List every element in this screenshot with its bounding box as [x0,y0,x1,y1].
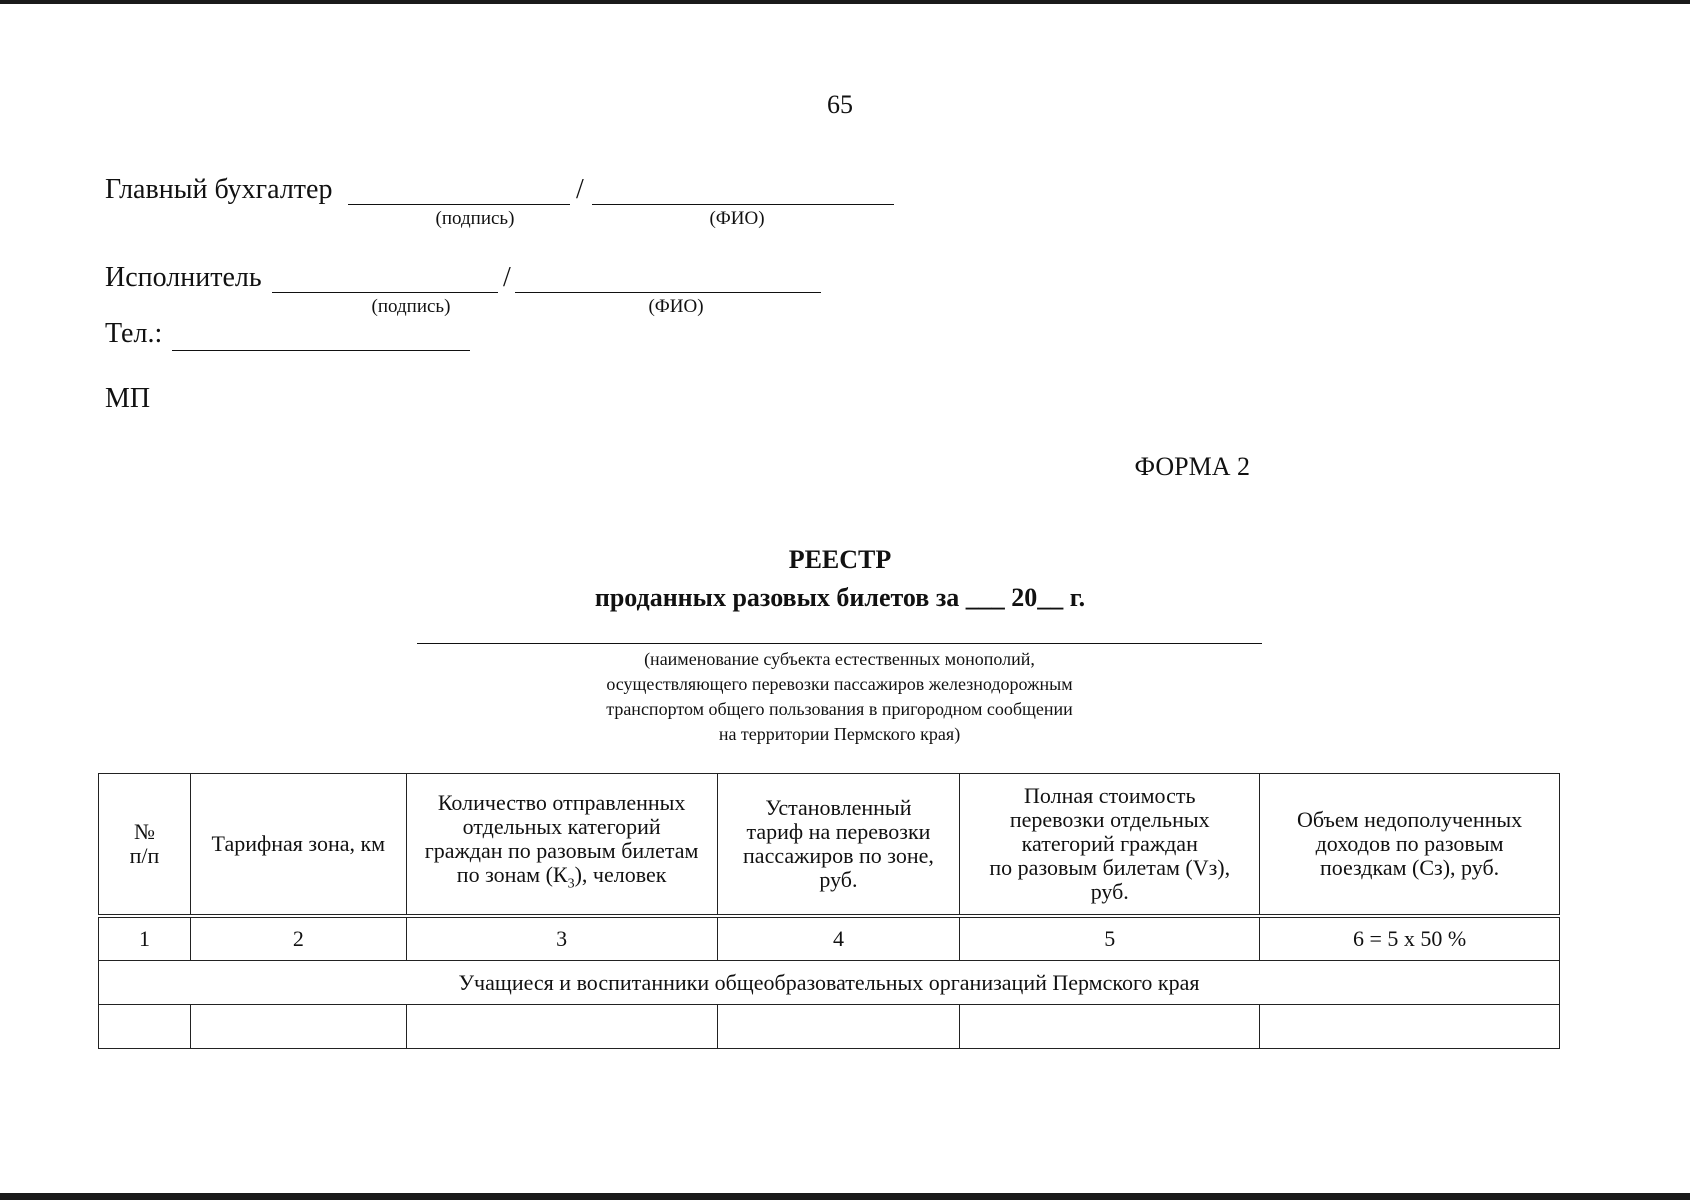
entity-caption [417,647,1262,747]
header-tariff-zone [190,774,406,917]
header-line: Тарифная зона, км [211,831,386,856]
column-number-row [99,916,1560,961]
header-line: по разовым билетам (Vз), [989,855,1231,880]
table-cell[interactable] [960,1005,1260,1049]
chief-accountant-label: Главный бухгалтер [105,174,333,205]
header-full-cost [960,774,1260,917]
category-row [99,961,1560,1005]
header-line: Установленный [765,795,912,820]
header-line: Количество отправленных [437,790,686,816]
table-cell[interactable] [99,1005,191,1049]
header-line: № [133,819,155,844]
header-line: граждан по разовым билетам [424,838,699,864]
table-row [99,1005,1560,1049]
header-subscript: 3 [567,876,575,892]
phone-label: Тел.: [105,318,163,349]
column-number-cell: 4 [717,916,960,961]
category-cell: Учащиеся и воспитанники общеобразовательных организаций Пермского края [99,961,1560,1005]
phone-line [172,350,470,351]
registry-table [98,773,1560,1049]
header-line [411,863,713,896]
header-line: перевозки отдельных [1009,807,1210,832]
column-number-cell: 6 = 5 х 50 % [1260,916,1560,961]
header-line: тариф на перевозки [746,819,931,844]
header-passenger-count [406,774,717,917]
header-line: п/п [129,843,160,868]
column-number-cell: 1 [99,916,191,961]
executor-name-caption: (ФИО) [648,296,704,317]
table-cell[interactable] [190,1005,406,1049]
stamp-label: МП [105,383,151,414]
column-number-cell: 3 [406,916,717,961]
header-line: пассажиров по зоне, [743,843,934,868]
chief-accountant-name-line [592,204,894,205]
page-top-border [0,0,1690,4]
header-line: руб. [819,867,858,892]
column-number-cell: 2 [190,916,406,961]
form-label: ФОРМА 2 [1134,452,1250,481]
header-line: Полная стоимость [1024,783,1196,808]
header-line: поездкам (Сз), руб. [1319,855,1500,880]
header-line: доходов по разовым [1315,831,1504,856]
executor-sign-caption: (подпись) [371,296,451,317]
registry-title: РЕЕСТР [788,545,892,574]
header-text: ), человек [574,862,667,888]
table-cell[interactable] [1260,1005,1560,1049]
header-row [99,774,1560,917]
header-row-number [99,774,191,917]
header-tariff [717,774,960,917]
entity-caption-line: на территории Пермского края) [718,724,961,744]
header-text: по зонам (К [456,862,568,888]
chief-accountant-slash: / [576,174,584,205]
header-line: руб. [1090,879,1129,904]
entity-caption-line: осуществляющего перевозки пассажиров железнодорожным [606,674,1073,694]
entity-name-line [417,643,1262,644]
header-line: Объем недополученных [1296,807,1523,832]
executor-sign-line [272,292,498,293]
entity-caption-line: транспортом общего пользования в пригородном сообщении [606,699,1073,719]
header-line: категорий граждан [1021,831,1198,856]
chief-accountant-sign-caption: (подпись) [435,208,515,229]
chief-accountant-sign-line [348,204,570,205]
chief-accountant-name-caption: (ФИО) [709,208,765,229]
table-cell[interactable] [717,1005,960,1049]
executor-name-line [515,292,821,293]
header-lost-revenue [1260,774,1560,917]
table-cell[interactable] [406,1005,717,1049]
entity-caption-line: (наименование субъекта естественных монополий, [644,649,1035,669]
executor-slash: / [503,262,511,293]
page-number: 65 [827,90,853,119]
header-line: отдельных категорий [462,814,661,840]
page-bottom-border [0,1193,1690,1200]
registry-subtitle: проданных разовых билетов за ___ 20__ г. [594,583,1086,612]
column-number-cell: 5 [960,916,1260,961]
executor-label: Исполнитель [105,262,262,293]
